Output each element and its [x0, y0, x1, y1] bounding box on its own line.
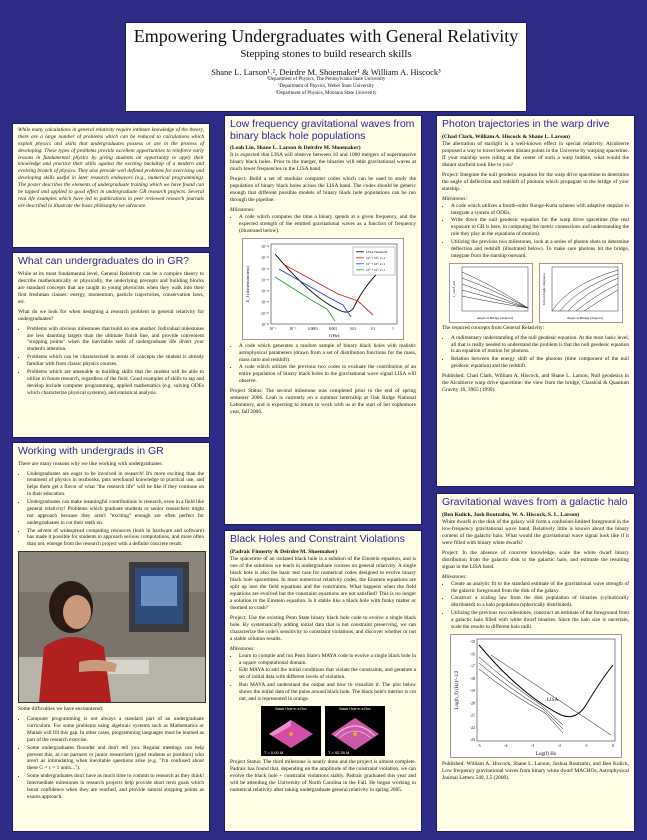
lowfreq-x-tick: 1: [392, 326, 394, 331]
photon-authors: (Chad Clark, William A. Hiscock & Shane L. Larson): [442, 133, 571, 140]
halo-y-tick: -17: [469, 663, 475, 669]
poster-title: Empowering Undergraduates with General Relativity: [133, 26, 519, 46]
affiliation-2: ²Department of Physics, Weber State University: [278, 83, 374, 89]
working-difficulty-2: • Some undergraduates flounder and don't tell you. Regular meetings can help prevent this, as can partners or junior researchers (grad students or postdocs) who aren't as intimidating when inevitable questions arise (e.g. "I'm confused about these G = c = 1 units...").: [27, 745, 204, 773]
photon-fig-right: [539, 263, 623, 323]
blackholes-p2: Project: Use the existing Penn State binary black hole code to evolve a single black hole. By systematically adding initial data that is not constraint preserving, we can characterize the code's sensitivity to constraint violations, and discover whether or not a stable solution results.: [230, 614, 416, 642]
halo-bullet-3: • Utilizing the previous two milestones, construct an estimate of the foreground from a galactic halo filled with white dwarf binaries. Since the halo size is uncertain, scale the results to different halo radii.: [451, 610, 629, 631]
working-list-2: [18, 716, 204, 801]
lowfreq-bullet-2: • A code which generates a random sample of binary black holes with realistic astrophysical parameters (drawn from a set of distribution functions for the mass, mass ratio and redshift).: [239, 343, 416, 364]
lowfreq-list-2: [230, 343, 416, 385]
halo-x-tick: -3: [530, 742, 534, 748]
working-p1: There are many reasons why we like working with undergraduates:: [18, 460, 163, 467]
halo-y-tick: -23: [469, 736, 475, 742]
lowfreq-y-tick: 10⁻¹⁹: [261, 300, 269, 305]
halo-y-tick: -21: [469, 712, 475, 718]
photon-milestones-label: Milestones:: [442, 195, 468, 202]
what-can-title: What can undergraduates do in GR?: [18, 255, 190, 267]
bh-image-1-render: [261, 706, 321, 756]
lowfreq-authors: (Leah Liu, Shane L. Larson & Deirdre M. Shoemaker): [230, 145, 361, 152]
affiliation-3: ³Department of Physics, Montana State University: [275, 90, 377, 96]
photon-bullet-3: • Utilizing the previous two milestones, look at a series of photon shots to determine deflection and redshift (illustrated below). To make sure photons hit the bridge, integrate from the starship outward.: [451, 239, 629, 260]
photon-figures: [442, 263, 629, 323]
blackholes-panel: [224, 530, 422, 832]
working-difficulty-1: • Computer programming is not always a standard part of an undergraduate curriculum. For some problems using algebraic systems such as Mathematica or Matlab will fill this gap. In other cases, programming languages must be learned as part of the research exercise.: [27, 716, 204, 744]
lowfreq-legend-entry: 10⁶ + 10⁶, z=1: [366, 261, 386, 266]
lowfreq-y-tick: 10⁻¹⁶: [261, 267, 269, 272]
blackholes-bullet-3: • Run MAYA and understand the output and how to visualize it. The plot below shows the initial data of the pulse around black hole. The black hole's interior is cut out, and is represented in orange.: [239, 682, 416, 703]
lowfreq-y-tick: 10⁻¹⁷: [261, 278, 269, 283]
bh-image-2-label: Black Hole in a Box: [339, 706, 371, 711]
blackholes-images: [230, 706, 416, 756]
photon-title: Photon trajectories in the warp drive: [442, 118, 610, 130]
halo-xlabel: Log(f) Hz: [535, 751, 556, 757]
lowfreq-y-tick: 10⁻¹⁸: [261, 289, 269, 294]
halo-x-tick: -1: [584, 742, 588, 748]
lowfreq-legend-entry: 10⁷ + 10⁷, z=1: [366, 267, 386, 272]
lowfreq-y-tick: 10⁻¹⁴: [261, 244, 269, 249]
poster-authors: Shane L. Larson¹˒², Deirdre M. Shoemaker¹ & William A. Hiscock³: [211, 66, 441, 77]
halo-authors: (Ben Kulick, Josh Routzahn, W. A. Hiscock, S. L. Larson): [442, 511, 580, 518]
halo-curve-label: LISA: [546, 697, 558, 703]
photon-bullet-2: • Write down the null geodesic equation for the warp drive spacetime (the real exposure to GR is here, in computing the metric connections and understanding the role they play in the equations of motion).: [451, 217, 629, 238]
working-p2: Some difficulties we have encountered:: [18, 706, 104, 713]
lowfreq-x-tick: 10⁻⁶: [269, 326, 277, 331]
photon-right-xlabel: Angle at Bridge (degrees): [566, 315, 603, 320]
photon-p1: The aberration of starlight is a well-known effect in special relativity. Alcubierre proposed a way to travel between distant points in the Universe by warping spacetime. If your starship were riding at the center of such a warp bubble, what would the distant starfield look like to you?: [442, 140, 629, 168]
halo-p1: White dwarfs in the disk of the galaxy will form a confusion-limited foreground in the low-frequency gravitational wave band. Relatively little is known about the binary content of the galactic halo. What would the gravitational wave signal look like if it were filled with binary white dwarfs?: [442, 518, 629, 546]
halo-y-tick: -16: [469, 651, 475, 657]
blackholes-milestones-label: Milestones:: [230, 645, 256, 652]
intro-text: While many calculations in general relativity require intimate knowledge of the theory, there are a large number of problems which can be reduced to calculations which exploit physics and skills that undergraduates possess or are in the process of developing. These types of problems provide excellent opportunities to reinforce early lessons in fundamental physics by giving students an opportunity to apply their knowledge and practice their skills against the exciting backdrop of a modern and evolving branch of physics. They also provide well defined problems for exercising and developing skills useful in later research endeavors (e.g., numerical programming). The poster describes the elements of undergraduate training which we have found can be tapped and applied to good effect in undergraduate GR research projects. Several real life examples which have led to publications in peer reviewed research journals are described to illustrate the basic philosophy we advocate.: [18, 127, 204, 209]
photon-fig-right-svg: [540, 264, 622, 322]
lowfreq-chart: [242, 238, 404, 340]
halo-list: [442, 581, 629, 631]
working-list: [18, 471, 204, 549]
halo-chart-svg: [451, 635, 621, 757]
what-can-bullet-1: • Problems with obvious milestones that build on one another. Individual milestones are less daunting targets than the ultimate finish line, and provide convenient "stopping points" when the inevitable tasks of undergraduate life divert your student's attention.: [27, 326, 204, 354]
lowfreq-y-tick: 10⁻²¹: [261, 322, 269, 327]
lowfreq-x-tick: 0.001: [328, 326, 338, 331]
photon-req-2: • Relation between the energy shift of the photons (time component of the null geodesic equation) and the redshift.: [451, 356, 629, 370]
what-can-panel: [12, 252, 210, 438]
blackholes-title: Black Holes and Constraint Violations: [230, 533, 405, 545]
halo-panel: [436, 493, 635, 832]
photon-left-xlabel: Angle at Bridge (degrees): [476, 315, 513, 320]
halo-y-ticks: [469, 639, 474, 742]
bh-image-1-label: Black Hole in a Box: [275, 706, 307, 711]
photon-p2: Project: Integrate the null geodesic equation for the warp drive spacetime to determine the angle of deflection and redshift of photons which propagate to the bridge of your starship.: [442, 171, 629, 192]
lowfreq-status: Project Status: The second milestone was completed prior to the end of spring semester 2006. Leah is currently on a summer internship at Oak Ridge National Laboratory, and is expecting to return to work with us at the start of her sophomore year, fall 2006.: [230, 388, 416, 416]
photon-fig-left: [449, 263, 533, 323]
bh-image-2-render: [325, 706, 385, 756]
lowfreq-p1: It is expected that LISA will observe between 10 and 1000 mergers of supermassive binary black holes. Prior to the merger, the binaries will emit gravitational waves at much lower frequencies in the LISA band.: [230, 152, 416, 173]
halo-published: Published: William A. Hiscock, Shane L. Larson, Joshua Routzahn, and Ben Kulick, Low frequency gravitational waves from binary white dwarf MACHOs, Astrophysical Journal Letters 540, L5 (2000).: [442, 760, 629, 781]
halo-x-tick: 0: [611, 742, 614, 748]
lowfreq-x-tick: 0.01: [349, 326, 357, 331]
lowfreq-chart-svg: [243, 239, 403, 339]
lowfreq-bullet-3: • A code which utilizes the previous two codes to evaluate the contribution of an entire population of binary black holes to the gravitational wave signal LISA will observe.: [239, 364, 416, 385]
lowfreq-panel: [224, 115, 422, 525]
working-panel: [12, 442, 210, 832]
what-can-bullet-3: • Problems which are amenable to building skills that the student will be able to utilize in future research, regardless of the field. Good examples of skills to tap and develop include computer programming, applied mathematics (e.g. solving ODEs which characterize physical systems), and statistical analysis.: [27, 369, 204, 397]
lowfreq-x-tick: 0.1: [370, 326, 376, 331]
blackholes-p1: The spacetime of an isolated black hole is a solution of the Einstein equation, and is one of the solutions we teach in undergraduate courses on general relativity. A single black hole is also the basic test case for numerical codes designed to evolve binary black hole spacetimes. In most numerical relativity codes, the Einstein equations are split up into the field equations and the constraints. What happens when the field equations are evolved but the constraint equations are not satisfied? This is no longer a solution to the Einstein equation. Is it stable like a black hole with funky matter or doomed to crash?: [230, 555, 416, 611]
halo-milestones-label: Milestones:: [442, 573, 468, 580]
lowfreq-y-tick: 10⁻¹⁵: [261, 255, 269, 260]
photon-bullet-1: • A code which utilizes a fourth-order Runge-Kutta scheme with adaptive stepsize to integrate a system of ODEs.: [451, 203, 629, 217]
photon-req: The required concepts from General Relativity:: [442, 324, 545, 331]
photon-panel: [436, 115, 635, 487]
halo-y-tick: -18: [469, 675, 475, 681]
student-photo-illustration: [19, 552, 205, 702]
working-bullet-2: • Undergraduates can make meaningful contributions in research, even in a field like general relativity! Problems which graduate students or senior researchers might not approach because they aren't "exciting" enough are often perfect for undergraduates to cut their teeth on.: [27, 499, 204, 527]
photon-right-ylabel: Initial Angle (degrees): [541, 272, 546, 305]
halo-bullet-1: • Create an analytic fit to the standard estimate of the gravitational wave strength of the galactic foreground from the disk of the galaxy.: [451, 581, 629, 595]
blackholes-authors: (Padraic Finnerty & Deirdre M. Shoemaker): [230, 548, 338, 555]
photon-fig-left-svg: [450, 264, 532, 322]
bh-image-2: [325, 706, 385, 756]
lowfreq-legend-entry: 10⁵ + 10⁵, z=1: [366, 255, 386, 260]
photon-published: Published: Chad Clark, William A. Hiscock, and Shane L. Larson, Null geodesics in the Alcubierre warp drive spacetime: the view from the bridge, Classical & Quantum Gravity 16, 3965 (1999).: [442, 373, 629, 394]
blackholes-bullet-1: • Learn to compile and run Penn State's MAYA code to evolve a single black hole in a square computational domain.: [239, 653, 416, 667]
student-photo: [18, 551, 206, 703]
bh-image-1: [261, 706, 321, 756]
lowfreq-y-tick: 10⁻²⁰: [260, 311, 269, 316]
photon-list: [442, 203, 629, 260]
halo-y-tick: -22: [469, 724, 475, 730]
poster-subtitle: Stepping stones to build research skills: [240, 47, 412, 60]
halo-ylabel: Log(h_f) (Hz)^-1/2: [454, 670, 460, 710]
halo-y-tick: -20: [469, 700, 475, 706]
halo-x-tick: -5: [476, 742, 481, 748]
lowfreq-milestones-label: Milestones:: [230, 207, 256, 214]
lowfreq-ylabel: h_f (dimensionless): [245, 266, 250, 302]
poster-header: [125, 22, 527, 112]
halo-x-tick: -4: [503, 742, 507, 748]
what-can-list: [18, 326, 204, 397]
lowfreq-y-ticks: [261, 245, 270, 327]
halo-x-ticks: [477, 743, 614, 748]
affiliation-1: ¹Department of Physics, The Pennsylvania State University: [266, 77, 386, 83]
halo-y-tick: -15: [469, 638, 475, 644]
working-difficulty-3: • Some undergraduates don't have as much time to commit to research as they think! Intermediate milestones in research projects help provide short term goals which boost confidence when they are reached, and provide natural stopping points as exams approach.: [27, 773, 204, 801]
photon-left-ylabel: f_obs/f_em: [451, 280, 456, 297]
blackholes-status: Project Status: The third milestone is nearly done and the project is almost complete. Padraic has found that, depending on the amplitude of the constraint violation, we can evolve the black hole + constraint violations stably. Padraic graduated this year and will be attending the University of North Carolina in the Fall. He began working in numerical relativity after taking undergraduate general relativity in spring 2005.: [230, 758, 416, 793]
halo-chart: [450, 634, 622, 758]
halo-title: Gravitational waves from a galactic halo: [442, 496, 628, 508]
halo-p2: Project: In the absence of concrete knowledge, scale the white dwarf binary distribution from the galactic disk to the galactic halo, and estimate the resulting signal in the LISA band.: [442, 549, 629, 570]
what-can-p2: What do we look for when designing a research problem in general relativity for undergraduates?: [18, 308, 204, 322]
blackholes-bullet-2: • Edit MAYA to add the initial conditions that violate the constraints, and generate a set of initial data with different levels of violation.: [239, 667, 416, 681]
working-bullet-1: • Undergraduates are eager to be involved in research! It's more exciting than the treatment of physics in textbooks, puts newfound knowledge to practical use, and helps them get a flavor of what "the research life" will be like if they continue on in their education.: [27, 471, 204, 499]
photon-req-list: [442, 335, 629, 370]
lowfreq-legend-entry: LISA Threshold: [366, 249, 388, 254]
photon-req-1: • A rudimentary understanding of the null geodesic equation. At the most basic level, all that is really needed to understand the problem is that the null geodesic equation is an equation of motion for photons.: [451, 335, 629, 356]
lowfreq-title: Low frequency gravitational waves from binary black hole populations: [230, 118, 415, 142]
lowfreq-p2: Project: Build a set of modular computer codes which can be used to study the population of binary black holes across the LISA band. The codes should be generic enough that different possible models of binary black hole populations can be run through the pipeline.: [230, 176, 416, 204]
halo-y-tick: -19: [469, 687, 475, 693]
halo-x-tick: -2: [557, 742, 561, 748]
bh-image-1-time: T = 0.00 M: [264, 749, 284, 755]
lowfreq-x-tick: 0.0001: [308, 326, 318, 331]
lowfreq-list: [230, 214, 416, 235]
lowfreq-bullet-1: • A code which computes the time a binary spends at a given frequency, and the expected strength of the emitted gravitational waves as a function of frequency (illustrated below).: [239, 214, 416, 235]
lowfreq-x-ticks: [270, 327, 394, 331]
what-can-p1: While at its most fundamental level, General Relativity can be a complex theory to describe mathematically or physically, the underlying precepts and building blocks are standard concepts that are taught to young physicists when they walk into their first freshman classes: energy, momentum, particle trajectories, conservation laws, etc.: [18, 270, 204, 305]
working-title: Working with undergrads in GR: [18, 445, 164, 457]
working-bullet-3: • The advent of widespread computing resources (both in hardware and software) has made it possible for students to approach serious computations, and more often than not, emerge from the research project with a definite concrete result.: [27, 528, 204, 549]
halo-bullet-2: • Construct a scaling law from the disk population of binaries (cylindrically distributed) to a halo population (spherically distributed).: [451, 595, 629, 609]
lowfreq-xlabel: f (Hz): [328, 332, 340, 338]
what-can-bullet-2: • Problems which can be characterized in terms of concepts the student is already familiar with from classic physics courses.: [27, 354, 204, 368]
bh-image-2-time: T = 92.39 M: [328, 749, 350, 755]
blackholes-list: [230, 653, 416, 703]
lowfreq-x-tick: 10⁻⁵: [289, 326, 297, 331]
intro-panel: [12, 123, 210, 248]
